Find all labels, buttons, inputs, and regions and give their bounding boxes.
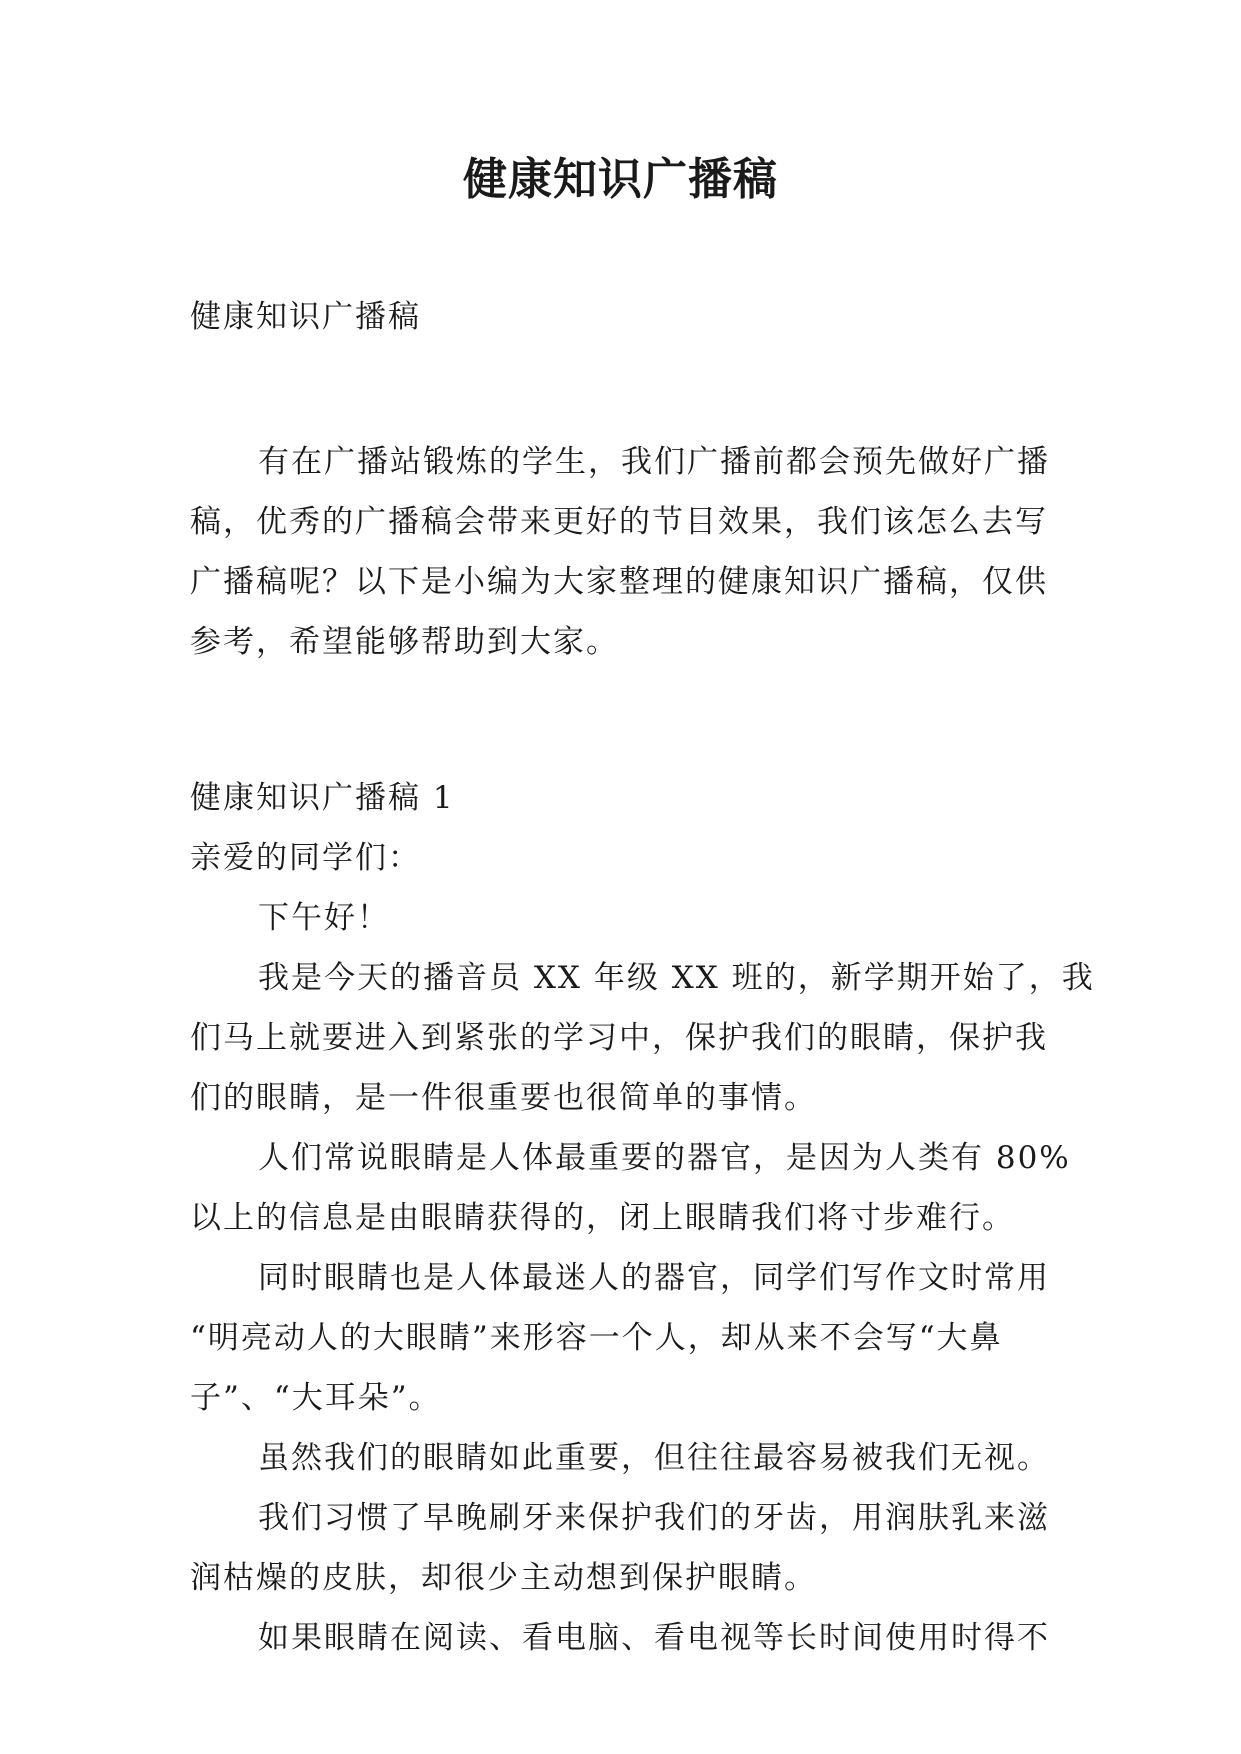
greeting: 亲爱的同学们： xyxy=(190,840,421,876)
document-subtitle: 健康知识广播稿 xyxy=(190,299,421,335)
paragraph-line: 我是今天的播音员 XX 年级 XX 班的，新学期开始了，我 xyxy=(258,960,1095,996)
paragraph-line: 虽然我们的眼睛如此重要，但往往最容易被我们无视。 xyxy=(258,1440,1050,1476)
paragraph xyxy=(190,1608,1060,1668)
intro-paragraph xyxy=(190,432,1060,672)
intro-line: 稿，优秀的广播稿会带来更好的节目效果，我们该怎么去写 xyxy=(190,504,1048,540)
paragraph xyxy=(190,1248,1060,1428)
paragraph-line: 我们习惯了早晚刷牙来保护我们的牙齿，用润肤乳来滋 xyxy=(258,1500,1050,1536)
paragraph xyxy=(190,1128,1071,1248)
paragraph-line: 以上的信息是由眼睛获得的，闭上眼睛我们将寸步难行。 xyxy=(190,1200,1015,1236)
paragraph-line: 润枯燥的皮肤，却很少主动想到保护眼睛。 xyxy=(190,1560,817,1596)
paragraph-line: 们的眼睛，是一件很重要也很简单的事情。 xyxy=(190,1080,817,1116)
document-body xyxy=(190,287,1095,1668)
paragraph xyxy=(190,948,1095,1128)
paragraph xyxy=(190,1488,1060,1608)
paragraph-line: 们马上就要进入到紧张的学习中，保护我们的眼睛，保护我 xyxy=(190,1020,1048,1056)
paragraph-line: 如果眼睛在阅读、看电脑、看电视等长时间使用时得不 xyxy=(258,1620,1050,1656)
paragraph-line: 人们常说眼睛是人体最重要的器官，是因为人类有 80% xyxy=(258,1140,1071,1176)
paragraph xyxy=(190,1428,1060,1488)
section-heading: 健康知识广播稿 1 xyxy=(190,780,455,816)
intro-line: 参考，希望能够帮助到大家。 xyxy=(190,624,619,660)
paragraph-line: 同时眼睛也是人体最迷人的器官，同学们写作文时常用 xyxy=(258,1260,1050,1296)
paragraph-line: 子”、“大耳朵”。 xyxy=(190,1380,442,1416)
document-title: 健康知识广播稿 xyxy=(463,154,778,205)
paragraph-line: “明亮动人的大眼睛”来形容一个人，却从来不会写“大鼻 xyxy=(190,1320,1003,1356)
salutation: 下午好！ xyxy=(258,900,390,936)
intro-line: 有在广播站锻炼的学生，我们广播前都会预先做好广播 xyxy=(258,444,1050,480)
intro-line: 广播稿呢？以下是小编为大家整理的健康知识广播稿，仅供 xyxy=(190,564,1048,600)
